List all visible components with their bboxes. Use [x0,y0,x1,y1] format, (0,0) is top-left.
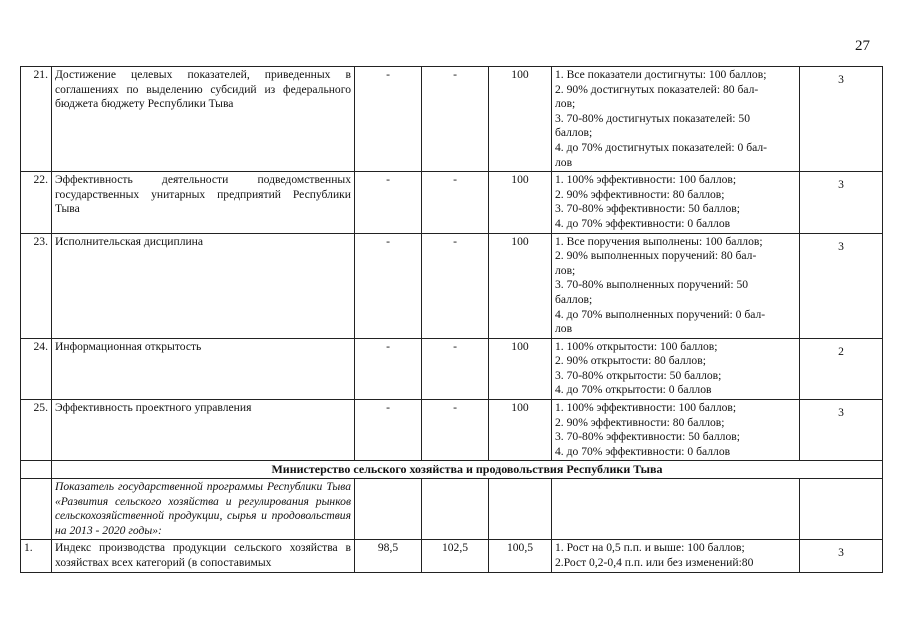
table-row [21,400,883,461]
criteria-line: лов; [555,263,576,277]
value-cell: - [355,338,422,399]
table-row [21,338,883,399]
weight-cell: 2 [800,338,883,399]
row-number: 23. [21,233,52,338]
criteria-line: 4. до 70% достигнутых показателей: 0 бал- [555,140,768,154]
target-value-cell: 100 [489,338,552,399]
scoring-criteria [552,172,800,233]
indicator-name: Индекс производства продукции сельского хозяйства в хозяйствах всех категорий (в сопоставимых [52,540,355,572]
criteria-line: 1. 100% открытости: 100 баллов; [555,339,718,353]
indicator-name: Эффективность проектного управления [52,400,355,461]
criteria-line: 2. 90% открытости: 80 баллов; [555,354,706,368]
value-cell: 102,5 [422,540,489,572]
section-row [21,461,883,479]
empty-cell [355,479,422,540]
criteria-line: 4. до 70% выполненных поручений: 0 бал- [555,307,766,321]
indicator-name: Достижение целевых показателей, приведенных в соглашениях по выделению субсидий из федерального бюджета бюджету Республики Тыва [52,67,355,172]
weight-cell: 3 [800,67,883,172]
weight-cell: 3 [800,233,883,338]
criteria-line: 3. 70-80% эффективности: 50 баллов; [555,202,740,216]
criteria-line: 3. 70-80% открытости: 50 баллов; [555,368,722,382]
criteria-line: 2. 90% эффективности: 80 баллов; [555,415,725,429]
criteria-line: 4. до 70% открытости: 0 баллов [555,383,712,397]
target-value-cell: 100,5 [489,540,552,572]
scoring-criteria [552,400,800,461]
empty-cell [489,479,552,540]
criteria-line: 2. 90% выполненных поручений: 80 бал- [555,249,757,263]
value-cell: - [355,172,422,233]
criteria-line: баллов; [555,126,593,140]
criteria-line: 4. до 70% эффективности: 0 баллов [555,444,731,458]
target-value-cell: 100 [489,172,552,233]
row-number: 1. [21,540,52,572]
indicator-name: Исполнительская дисциплина [52,233,355,338]
section-title: Министерство сельского хозяйства и продовольствия Республики Тыва [52,461,883,479]
table-body [21,67,883,573]
criteria-line: 1. Все показатели достигнуты: 100 баллов; [555,68,767,81]
row-number-empty [21,479,52,540]
criteria-line: лов [555,322,573,336]
value-cell: - [422,67,489,172]
value-cell: - [422,338,489,399]
criteria-line: 2. 90% эффективности: 80 баллов; [555,187,725,201]
row-number: 24. [21,338,52,399]
criteria-line: 2.Рост 0,2-0,4 п.п. или без изменений:80 [555,556,754,569]
weight-cell: 3 [800,172,883,233]
value-cell: - [355,67,422,172]
program-row [21,479,883,540]
scoring-criteria [552,338,800,399]
page-number: 27 [855,38,870,54]
value-cell: - [355,400,422,461]
target-value-cell: 100 [489,67,552,172]
row-number-empty [21,461,52,479]
criteria-line: лов; [555,97,576,111]
scoring-criteria [552,67,800,172]
criteria-line: 1. Все поручения выполнены: 100 баллов; [555,234,763,248]
weight-cell: 3 [800,540,883,572]
table-row [21,540,883,572]
value-cell: 98,5 [355,540,422,572]
criteria-line: 1. 100% эффективности: 100 баллов; [555,173,737,187]
indicator-name: Эффективность деятельности подведомственных государственных унитарных предприятий Республики Тыва [52,172,355,233]
target-value-cell: 100 [489,233,552,338]
value-cell: - [355,233,422,338]
target-value-cell: 100 [489,400,552,461]
scoring-criteria [552,540,800,572]
criteria-line: 2. 90% достигнутых показателей: 80 бал- [555,82,759,96]
weight-cell: 3 [800,400,883,461]
criteria-line: 3. 70-80% выполненных поручений: 50 [555,278,749,292]
empty-cell [422,479,489,540]
row-number: 21. [21,67,52,172]
value-cell: - [422,233,489,338]
table-row [21,233,883,338]
criteria-line: 4. до 70% эффективности: 0 баллов [555,216,731,230]
criteria-line: баллов; [555,292,593,306]
value-cell: - [422,172,489,233]
criteria-line: 3. 70-80% эффективности: 50 баллов; [555,430,740,444]
indicators-table [20,66,883,573]
criteria-line: 3. 70-80% достигнутых показателей: 50 [555,111,750,125]
criteria-line: лов [555,155,573,169]
criteria-line: 1. 100% эффективности: 100 баллов; [555,401,737,415]
scoring-criteria [552,233,800,338]
row-number: 22. [21,172,52,233]
empty-cell [552,479,800,540]
program-indicator-title: Показатель государственной программы Республики Тыва «Развития сельского хозяйства и регулирования рынков сельскохозяйственной продукции, сырья и продовольствия на 2013 - 2020 годы»: [52,479,355,540]
criteria-line: 1. Рост на 0,5 п.п. и выше: 100 баллов; [555,541,745,555]
table-row [21,67,883,172]
table-row [21,172,883,233]
value-cell: - [422,400,489,461]
indicator-name: Информационная открытость [52,338,355,399]
empty-cell [800,479,883,540]
row-number: 25. [21,400,52,461]
